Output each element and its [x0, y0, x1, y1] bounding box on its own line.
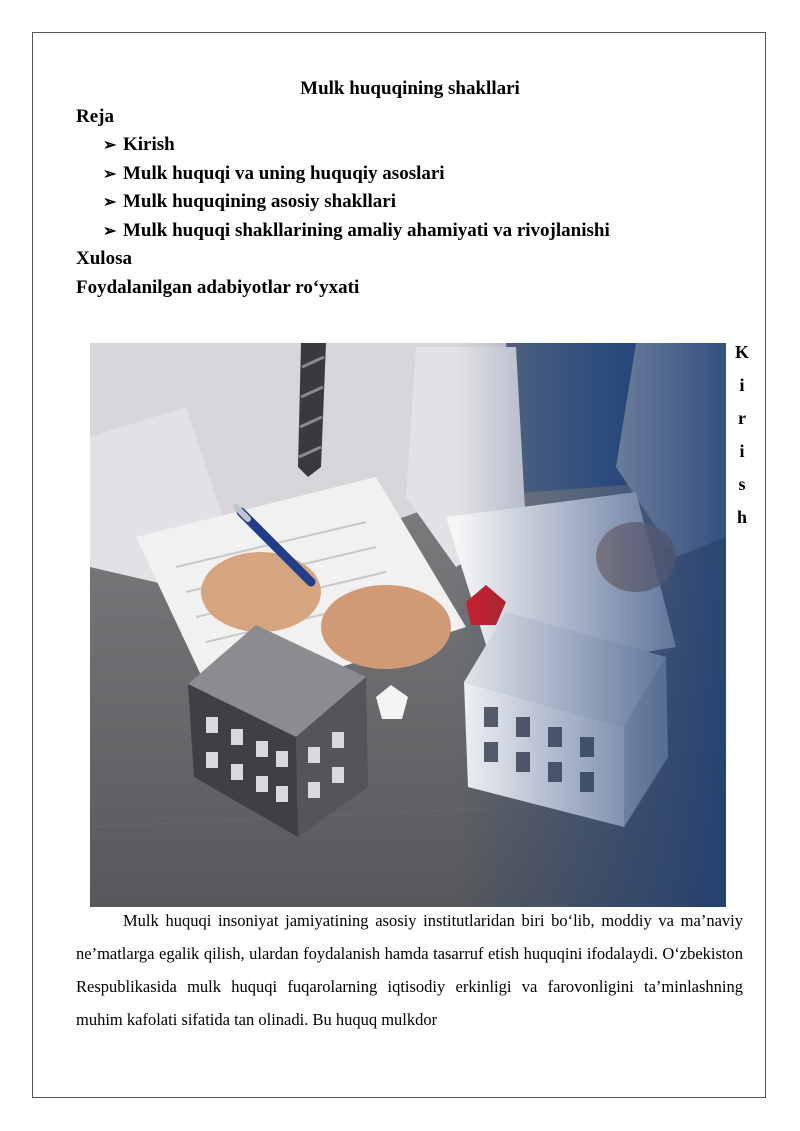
heading-letter: i: [739, 441, 745, 461]
plan-item: [103, 191, 396, 214]
plan-item: [103, 220, 610, 243]
document-title: Mulk huquqining shakllari: [300, 78, 520, 99]
plan-item-label: Mulk huquqining asosiy shakllari: [123, 191, 396, 212]
property-contract-photo: [76, 327, 726, 907]
references-heading: Foydalanilgan adabiyotlar ro‘yxati: [76, 277, 360, 298]
conclusion-heading: Xulosa: [76, 248, 132, 269]
intro-paragraph: Mulk huquqi insoniyat jamiyatining asosiy institutlaridan biri bo‘lib, moddiy va ma’naviy ne’matlarga egalik qilish, ulardan foydalanish hamda tasarruf etish huquqini ifodalaydi. O‘zbekiston Respublikasida mulk huquqi fuqarolarning iqtisodiy erkinligi va farovonligini ta’minlashning muhim kafolati sifatida tan olinadi. Bu huquq mulkdor: [76, 911, 743, 1029]
heading-letter: s: [738, 474, 746, 494]
arrowhead-bullet-icon: ➢: [103, 166, 117, 183]
plan-item-label: Mulk huquqi shakllarining amaliy ahamiyati va rivojlanishi: [123, 220, 610, 241]
plan-item: [103, 163, 445, 186]
plan-item: [103, 134, 175, 157]
heading-letter: i: [739, 375, 745, 395]
arrowhead-bullet-icon: ➢: [103, 223, 117, 240]
heading-letter: r: [738, 408, 746, 428]
arrowhead-bullet-icon: ➢: [103, 194, 117, 211]
heading-letter: K: [734, 342, 749, 362]
plan-item-label: Mulk huquqi va uning huquqiy asoslari: [123, 163, 445, 184]
section-heading-kirish: [732, 336, 752, 534]
plan-item-label: Kirish: [123, 134, 175, 155]
plan-heading: Reja: [76, 106, 114, 127]
heading-letter: h: [736, 507, 747, 527]
arrowhead-bullet-icon: ➢: [103, 137, 117, 154]
